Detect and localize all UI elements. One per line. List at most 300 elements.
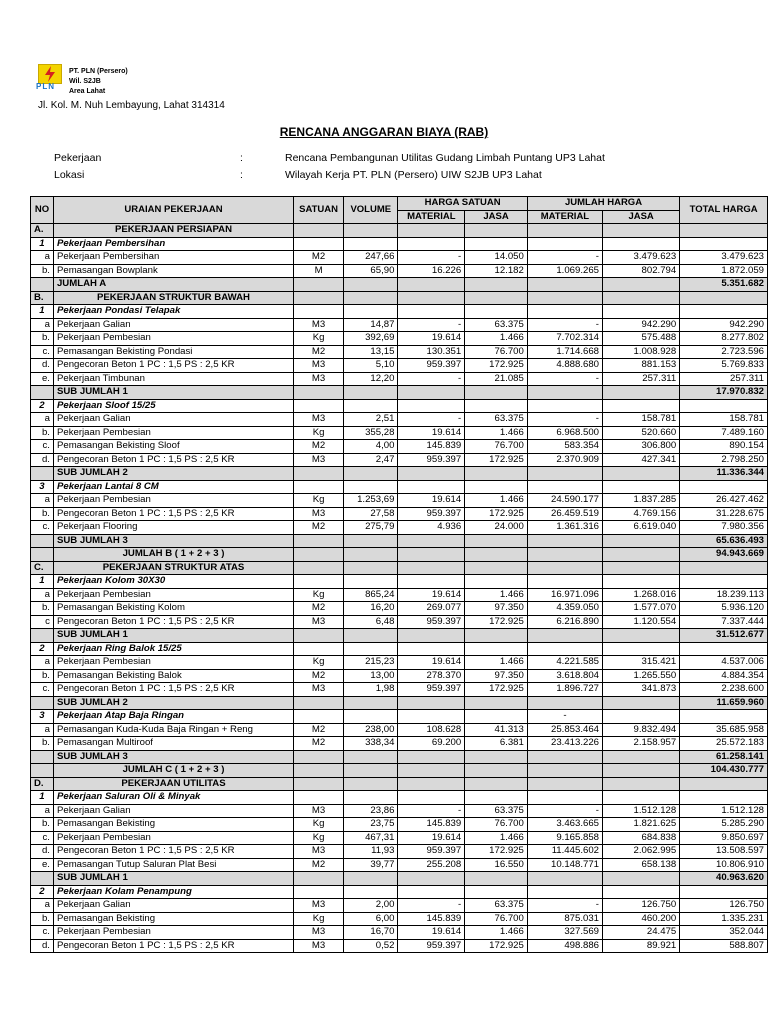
info-sep: : <box>240 169 243 181</box>
harga-jasa: 97.350 <box>465 602 528 616</box>
empty-cell <box>680 291 768 305</box>
subtotal-label: SUB JUMLAH 1 <box>53 386 293 400</box>
harga-jasa: 24.000 <box>465 521 528 535</box>
empty-cell <box>603 561 680 575</box>
harga-material: - <box>398 413 465 427</box>
group-label: Pekerjaan Lantai 8 CM <box>53 480 293 494</box>
subtotal-value: 31.512.677 <box>680 629 768 643</box>
row-no: b. <box>31 602 54 616</box>
row-no: 1 <box>31 575 54 589</box>
empty-cell <box>680 305 768 319</box>
harga-jasa: 1.466 <box>465 494 528 508</box>
empty-cell <box>344 764 398 778</box>
info-label-pekerjaan: Pekerjaan <box>54 152 102 164</box>
satuan: M2 <box>294 737 344 751</box>
row-no: b. <box>31 912 54 926</box>
subtotal-value: 61.258.141 <box>680 750 768 764</box>
jumlah-material: 6.968.500 <box>527 426 602 440</box>
harga-jasa: 16.550 <box>465 858 528 872</box>
harga-jasa: 97.350 <box>465 669 528 683</box>
empty-cell <box>680 710 768 724</box>
empty-cell <box>527 291 602 305</box>
subtotal-row <box>31 534 768 548</box>
total-harga: 25.572.183 <box>680 737 768 751</box>
empty-cell <box>680 480 768 494</box>
jumlah-material: 4.888.680 <box>527 359 602 373</box>
jumlah-material: 1.069.265 <box>527 264 602 278</box>
row-no: a <box>31 251 54 265</box>
empty-cell <box>294 467 344 481</box>
harga-jasa: 1.466 <box>465 656 528 670</box>
total-label: JUMLAH B ( 1 + 2 + 3 ) <box>53 548 293 562</box>
subtotal-value: 17.970.832 <box>680 386 768 400</box>
empty-cell <box>398 480 465 494</box>
harga-material: 959.397 <box>398 359 465 373</box>
empty-cell <box>398 534 465 548</box>
item-label: Pengecoran Beton 1 PC : 1,5 PS : 2,5 KR <box>53 939 293 953</box>
row-no: b. <box>31 264 54 278</box>
empty-cell <box>465 386 528 400</box>
group-row <box>31 885 768 899</box>
item-row <box>31 683 768 697</box>
empty-cell <box>31 386 54 400</box>
group-row <box>31 480 768 494</box>
subtotal-label: SUB JUMLAH 2 <box>53 467 293 481</box>
row-no: a <box>31 413 54 427</box>
group-label: Pekerjaan Saluran Oli & Minyak <box>53 791 293 805</box>
empty-cell <box>398 224 465 238</box>
jumlah-material: 11.445.602 <box>527 845 602 859</box>
item-row <box>31 413 768 427</box>
satuan: M2 <box>294 345 344 359</box>
row-no: D. <box>31 777 54 791</box>
empty-cell <box>398 710 465 724</box>
harga-material: 959.397 <box>398 615 465 629</box>
total-harga: 7.337.444 <box>680 615 768 629</box>
satuan: M <box>294 264 344 278</box>
info-value-pekerjaan: Rencana Pembangunan Utilitas Gudang Limbah Puntang UP3 Lahat <box>285 152 605 164</box>
item-label: Pemasangan Bekisting Sloof <box>53 440 293 454</box>
subtotal-row <box>31 278 768 292</box>
harga-jasa: 172.925 <box>465 453 528 467</box>
empty-cell <box>398 885 465 899</box>
jumlah-jasa: 1.837.285 <box>603 494 680 508</box>
empty-cell <box>398 467 465 481</box>
harga-jasa: 63.375 <box>465 899 528 913</box>
volume: 23,75 <box>344 818 398 832</box>
empty-cell <box>294 237 344 251</box>
item-label: Pemasangan Bekisting <box>53 912 293 926</box>
jumlah-material: 583.354 <box>527 440 602 454</box>
subtotal-value: 11.336.344 <box>680 467 768 481</box>
volume: 392,69 <box>344 332 398 346</box>
jumlah-material: - <box>527 372 602 386</box>
jumlah-material: 7.702.314 <box>527 332 602 346</box>
empty-cell <box>294 872 344 886</box>
item-label: Pengecoran Beton 1 PC : 1,5 PS : 2,5 KR <box>53 359 293 373</box>
satuan: M3 <box>294 372 344 386</box>
row-no: c <box>31 615 54 629</box>
jumlah-material: 1.714.668 <box>527 345 602 359</box>
empty-cell <box>465 696 528 710</box>
volume: 215,23 <box>344 656 398 670</box>
volume: 2,51 <box>344 413 398 427</box>
total-harga: 4.884.354 <box>680 669 768 683</box>
harga-material: 959.397 <box>398 683 465 697</box>
item-label: Pekerjaan Galian <box>53 318 293 332</box>
item-label: Pemasangan Bowplank <box>53 264 293 278</box>
jumlah-material <box>527 885 602 899</box>
satuan: Kg <box>294 332 344 346</box>
item-row <box>31 251 768 265</box>
satuan: M3 <box>294 359 344 373</box>
subtotal-label: SUB JUMLAH 2 <box>53 696 293 710</box>
item-label: Pekerjaan Flooring <box>53 521 293 535</box>
row-no: 3 <box>31 480 54 494</box>
item-row <box>31 737 768 751</box>
group-label: Pekerjaan Pondasi Telapak <box>53 305 293 319</box>
item-row <box>31 345 768 359</box>
item-row <box>31 831 768 845</box>
item-label: Pekerjaan Pembersihan <box>53 251 293 265</box>
harga-jasa: 21.085 <box>465 372 528 386</box>
empty-cell <box>294 696 344 710</box>
row-no: c. <box>31 831 54 845</box>
jumlah-material: 875.031 <box>527 912 602 926</box>
empty-cell <box>294 575 344 589</box>
empty-cell <box>603 885 680 899</box>
volume: 355,28 <box>344 426 398 440</box>
row-no: c. <box>31 345 54 359</box>
row-no: 2 <box>31 885 54 899</box>
volume: 2,47 <box>344 453 398 467</box>
empty-cell <box>527 534 602 548</box>
harga-jasa: 14.050 <box>465 251 528 265</box>
jumlah-material: - <box>527 413 602 427</box>
harga-material: 959.397 <box>398 453 465 467</box>
jumlah-material: 26.459.519 <box>527 507 602 521</box>
harga-material: 269.077 <box>398 602 465 616</box>
item-row <box>31 264 768 278</box>
jumlah-jasa: 1.268.016 <box>603 588 680 602</box>
empty-cell <box>680 575 768 589</box>
group-row <box>31 642 768 656</box>
empty-cell <box>465 399 528 413</box>
item-label: Pekerjaan Pembesian <box>53 831 293 845</box>
empty-cell <box>294 386 344 400</box>
jumlah-jasa: 2.158.957 <box>603 737 680 751</box>
group-label: Pekerjaan Ring Balok 15/25 <box>53 642 293 656</box>
empty-cell <box>680 885 768 899</box>
row-no: B. <box>31 291 54 305</box>
satuan: Kg <box>294 656 344 670</box>
empty-cell <box>465 278 528 292</box>
jumlah-jasa: 460.200 <box>603 912 680 926</box>
empty-cell <box>294 885 344 899</box>
item-row <box>31 939 768 953</box>
jumlah-jasa: 1.577.070 <box>603 602 680 616</box>
empty-cell <box>344 885 398 899</box>
jumlah-material <box>527 237 602 251</box>
harga-material: 19.614 <box>398 656 465 670</box>
harga-material: 130.351 <box>398 345 465 359</box>
item-row <box>31 723 768 737</box>
empty-cell <box>603 872 680 886</box>
empty-cell <box>465 548 528 562</box>
empty-cell <box>344 237 398 251</box>
info-label-lokasi: Lokasi <box>54 169 85 181</box>
volume: 247,66 <box>344 251 398 265</box>
harga-jasa: 6.381 <box>465 737 528 751</box>
group-label: Pekerjaan Kolam Penampung <box>53 885 293 899</box>
empty-cell <box>603 480 680 494</box>
empty-cell <box>465 291 528 305</box>
jumlah-material: 9.165.858 <box>527 831 602 845</box>
total-harga: 2.238.600 <box>680 683 768 697</box>
jumlah-material: 4.359.050 <box>527 602 602 616</box>
logo-text: PLN <box>36 82 55 91</box>
satuan: M3 <box>294 615 344 629</box>
subtotal-value: 40.963.620 <box>680 872 768 886</box>
jumlah-jasa: 24.475 <box>603 926 680 940</box>
item-label: Pekerjaan Pembesian <box>53 588 293 602</box>
harga-material: 959.397 <box>398 845 465 859</box>
empty-cell <box>344 696 398 710</box>
harga-material: - <box>398 251 465 265</box>
empty-cell <box>680 561 768 575</box>
empty-cell <box>527 696 602 710</box>
row-no: 1 <box>31 237 54 251</box>
harga-material: 16.226 <box>398 264 465 278</box>
org-name: PT. PLN (Persero) <box>69 68 128 75</box>
harga-material: - <box>398 318 465 332</box>
harga-jasa: 12.182 <box>465 264 528 278</box>
empty-cell <box>31 750 54 764</box>
row-no: 2 <box>31 399 54 413</box>
empty-cell <box>680 642 768 656</box>
subtotal-row <box>31 467 768 481</box>
satuan: M2 <box>294 669 344 683</box>
empty-cell <box>294 764 344 778</box>
item-label: Pemasangan Tutup Saluran Plat Besi <box>53 858 293 872</box>
empty-cell <box>344 278 398 292</box>
item-label: Pekerjaan Galian <box>53 413 293 427</box>
row-no: C. <box>31 561 54 575</box>
item-row <box>31 426 768 440</box>
empty-cell <box>465 872 528 886</box>
jumlah-jasa: 9.832.494 <box>603 723 680 737</box>
jumlah-material: - <box>527 318 602 332</box>
empty-cell <box>31 872 54 886</box>
item-label: Pengecoran Beton 1 PC : 1,5 PS : 2,5 KR <box>53 615 293 629</box>
jumlah-jasa: 257.311 <box>603 372 680 386</box>
satuan: M2 <box>294 440 344 454</box>
jumlah-jasa: 575.488 <box>603 332 680 346</box>
volume: 16,20 <box>344 602 398 616</box>
empty-cell <box>294 750 344 764</box>
row-no: a <box>31 804 54 818</box>
harga-material: 145.839 <box>398 912 465 926</box>
harga-material: 19.614 <box>398 332 465 346</box>
row-no: a <box>31 656 54 670</box>
total-harga: 9.850.697 <box>680 831 768 845</box>
volume: 14,87 <box>344 318 398 332</box>
section-label: PEKERJAAN STRUKTUR ATAS <box>53 561 293 575</box>
satuan: M3 <box>294 939 344 953</box>
total-harga: 5.769.833 <box>680 359 768 373</box>
row-no: b. <box>31 332 54 346</box>
empty-cell <box>398 629 465 643</box>
satuan: M3 <box>294 453 344 467</box>
item-label: Pengecoran Beton 1 PC : 1,5 PS : 2,5 KR <box>53 507 293 521</box>
empty-cell <box>31 696 54 710</box>
jumlah-material: 1.896.727 <box>527 683 602 697</box>
harga-material: 19.614 <box>398 426 465 440</box>
total-harga: 10.806.910 <box>680 858 768 872</box>
jumlah-jasa: 126.750 <box>603 899 680 913</box>
total-harga: 1.335.231 <box>680 912 768 926</box>
harga-jasa: 1.466 <box>465 588 528 602</box>
jumlah-material: 1.361.316 <box>527 521 602 535</box>
row-no: b. <box>31 818 54 832</box>
empty-cell <box>465 480 528 494</box>
total-harga: 13.508.597 <box>680 845 768 859</box>
empty-cell <box>31 278 54 292</box>
jumlah-jasa: 658.138 <box>603 858 680 872</box>
empty-cell <box>603 305 680 319</box>
group-row <box>31 305 768 319</box>
empty-cell <box>344 791 398 805</box>
section-row <box>31 777 768 791</box>
item-row <box>31 845 768 859</box>
item-label: Pemasangan Kuda-Kuda Baja Ringan + Reng <box>53 723 293 737</box>
satuan: M2 <box>294 723 344 737</box>
address: Jl. Kol. M. Nuh Lembayung, Lahat 314314 <box>38 100 225 111</box>
jumlah-jasa: 3.479.623 <box>603 251 680 265</box>
empty-cell <box>398 696 465 710</box>
item-row <box>31 507 768 521</box>
group-label: Pekerjaan Pembersihan <box>53 237 293 251</box>
jumlah-jasa: 4.769.156 <box>603 507 680 521</box>
harga-material: 145.839 <box>398 440 465 454</box>
jumlah-material: 10.148.771 <box>527 858 602 872</box>
empty-cell <box>398 575 465 589</box>
section-label: PEKERJAAN STRUKTUR BAWAH <box>53 291 293 305</box>
row-no: 3 <box>31 710 54 724</box>
item-row <box>31 858 768 872</box>
empty-cell <box>603 399 680 413</box>
group-label: Pekerjaan Atap Baja Ringan <box>53 710 293 724</box>
empty-cell <box>31 534 54 548</box>
volume: 1,98 <box>344 683 398 697</box>
row-no: b. <box>31 669 54 683</box>
volume: 338,34 <box>344 737 398 751</box>
empty-cell <box>603 629 680 643</box>
harga-material: - <box>398 372 465 386</box>
satuan: M2 <box>294 602 344 616</box>
empty-cell <box>398 777 465 791</box>
jumlah-material: 4.221.585 <box>527 656 602 670</box>
empty-cell <box>527 548 602 562</box>
row-no: a <box>31 899 54 913</box>
empty-cell <box>294 534 344 548</box>
jumlah-material: 23.413.226 <box>527 737 602 751</box>
empty-cell <box>294 291 344 305</box>
total-harga: 257.311 <box>680 372 768 386</box>
harga-jasa: 63.375 <box>465 804 528 818</box>
empty-cell <box>527 561 602 575</box>
volume: 0,52 <box>344 939 398 953</box>
item-label: Pengecoran Beton 1 PC : 1,5 PS : 2,5 KR <box>53 683 293 697</box>
row-no: b. <box>31 426 54 440</box>
empty-cell <box>527 224 602 238</box>
total-harga: 18.239.113 <box>680 588 768 602</box>
empty-cell <box>344 291 398 305</box>
total-harga: 588.807 <box>680 939 768 953</box>
empty-cell <box>603 467 680 481</box>
empty-cell <box>344 750 398 764</box>
satuan: Kg <box>294 831 344 845</box>
harga-material: 19.614 <box>398 926 465 940</box>
empty-cell <box>680 777 768 791</box>
item-label: Pekerjaan Pembesian <box>53 332 293 346</box>
jumlah-material <box>527 480 602 494</box>
empty-cell <box>603 764 680 778</box>
item-row <box>31 332 768 346</box>
row-no: b. <box>31 507 54 521</box>
empty-cell <box>398 764 465 778</box>
total-harga: 1.512.128 <box>680 804 768 818</box>
item-row <box>31 912 768 926</box>
row-no: c. <box>31 521 54 535</box>
empty-cell <box>398 399 465 413</box>
col-jumlah-harga: JUMLAH HARGA <box>527 197 679 211</box>
harga-jasa: 76.700 <box>465 818 528 832</box>
empty-cell <box>603 750 680 764</box>
item-label: Pemasangan Bekisting Kolom <box>53 602 293 616</box>
empty-cell <box>344 534 398 548</box>
empty-cell <box>294 548 344 562</box>
empty-cell <box>465 710 528 724</box>
subtotal-label: SUB JUMLAH 3 <box>53 534 293 548</box>
harga-jasa: 1.466 <box>465 426 528 440</box>
jumlah-material: 16.971.096 <box>527 588 602 602</box>
volume: 6,00 <box>344 912 398 926</box>
empty-cell <box>603 278 680 292</box>
harga-material: 145.839 <box>398 818 465 832</box>
col-no: NO <box>31 197 54 224</box>
volume: 16,70 <box>344 926 398 940</box>
jumlah-jasa: 306.800 <box>603 440 680 454</box>
jumlah-jasa: 2.062.995 <box>603 845 680 859</box>
item-row <box>31 926 768 940</box>
col-material: MATERIAL <box>398 210 465 224</box>
col-total-harga: TOTAL HARGA <box>680 197 768 224</box>
harga-material: 4.936 <box>398 521 465 535</box>
empty-cell <box>603 791 680 805</box>
satuan: Kg <box>294 912 344 926</box>
volume: 6,48 <box>344 615 398 629</box>
total-row <box>31 548 768 562</box>
subtotal-row <box>31 386 768 400</box>
row-no: c. <box>31 683 54 697</box>
empty-cell <box>294 399 344 413</box>
empty-cell <box>344 561 398 575</box>
item-row <box>31 453 768 467</box>
empty-cell <box>398 642 465 656</box>
item-label: Pengecoran Beton 1 PC : 1,5 PS : 2,5 KR <box>53 453 293 467</box>
total-harga: 8.277.802 <box>680 332 768 346</box>
